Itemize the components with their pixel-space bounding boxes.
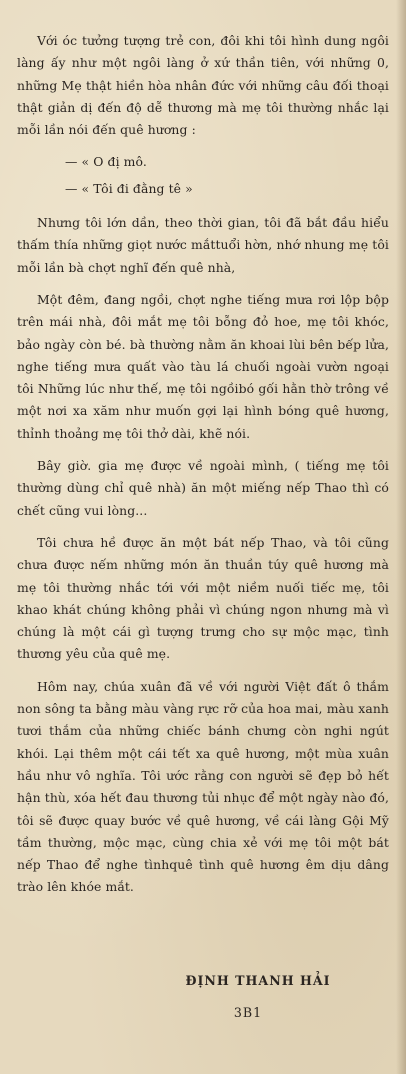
page-number-text: 3B1 bbox=[233, 1005, 263, 1020]
paragraph-2: Nhưng tôi lớn dần, theo thời gian, tôi đã bắt đầu hiểu thấm thía những giọt nước mắttuổi hờn, nhớ nhung mẹ tôi mỗi lần bà chợt nghĩ đến quê nhà, bbox=[17, 215, 389, 275]
article-body bbox=[17, 30, 389, 909]
author-signature bbox=[0, 973, 406, 988]
paragraph-5: Tôi chưa hề được ăn một bát nếp Thao, và tôi cũng chưa được nếm những món ăn thuần túy quê hương mà mẹ tôi thường nhắc tới với một niềm nuối tiếc mẹ, tôi khao khát chúng không phải vì chúng ngon nhưng mà vì chúng là một cái gì tượng trưng cho sự mộc mạc, tình thương yêu của quê mẹ. bbox=[17, 534, 389, 662]
author-name: ĐỊNH THANH HẢI bbox=[185, 973, 331, 988]
page-number bbox=[0, 1005, 406, 1020]
page-edge-shadow bbox=[396, 0, 406, 1074]
paragraph-3: Một đêm, đang ngồi, chợt nghe tiếng mưa rơi lộp bộp trên mái nhà, đôi mắt mẹ tôi bỗng đỏ hoe, mẹ tôi khóc, bảo ngày còn bé. bà thường nằm ăn khoai lùi bên bếp lửa, nghe tiếng mưa quất vào tàu lá chuối ngoài vườn ngoại tôi Những lúc như thế, mẹ tôi ngồibó gối hằn thờ trông về một nơi xa xăm như muốn gợi lại hình bóng quê hương, thỉnh thoảng mẹ tôi thở dài, khẽ nói. bbox=[17, 291, 389, 441]
dialogue-quote-2: — « Tôi đi đằng tê » bbox=[65, 180, 193, 196]
dialogue-quote-1: — « O đị mô. bbox=[65, 154, 147, 170]
paragraph-4: Bây giờ. gia mẹ được về ngoài mình, ( tiếng mẹ tôi thường dùng chỉ quê nhà) ăn một miếng nếp Thao thì có chết cũng vui lòng... bbox=[17, 458, 389, 518]
paragraph-1: Với óc tưởng tượng trẻ con, đôi khi tôi hình dung ngôi làng ấy như một ngôi làng ở xứ thần tiên, với những 0, những Mẹ thật hiền hòa nhân đức với những câu đối thoại thật giản dị đến độ dễ thương mà mẹ tôi thường nhắc lại mỗi lần nói đến quê hương : bbox=[17, 33, 389, 138]
paragraph-6: Hôm nay, chúa xuân đã về với người Việt đất ô thắm non sông ta bằng màu vàng rực rỡ của hoa mai, màu xanh tươi thắm của những chiếc bánh chưng còn nghi ngút khói. Lại thêm một cái tết xa quê hương, một mùa xuân hầu như vô nghĩa. Tôi ước rằng con người sẽ đẹp bỏ hết hận thù, xóa hết đau thương tủi nhục để một ngày nào đó, tôi sẽ được quay bước về quê hương, về cái làng Gội Mỹ tầm thường, mộc mạc, cùng chia xẻ với mẹ tôi một bát nếp Thao để nghe tìnhquê tình quê hương êm dịu dâng trào lên khóe mắt. bbox=[17, 678, 389, 895]
